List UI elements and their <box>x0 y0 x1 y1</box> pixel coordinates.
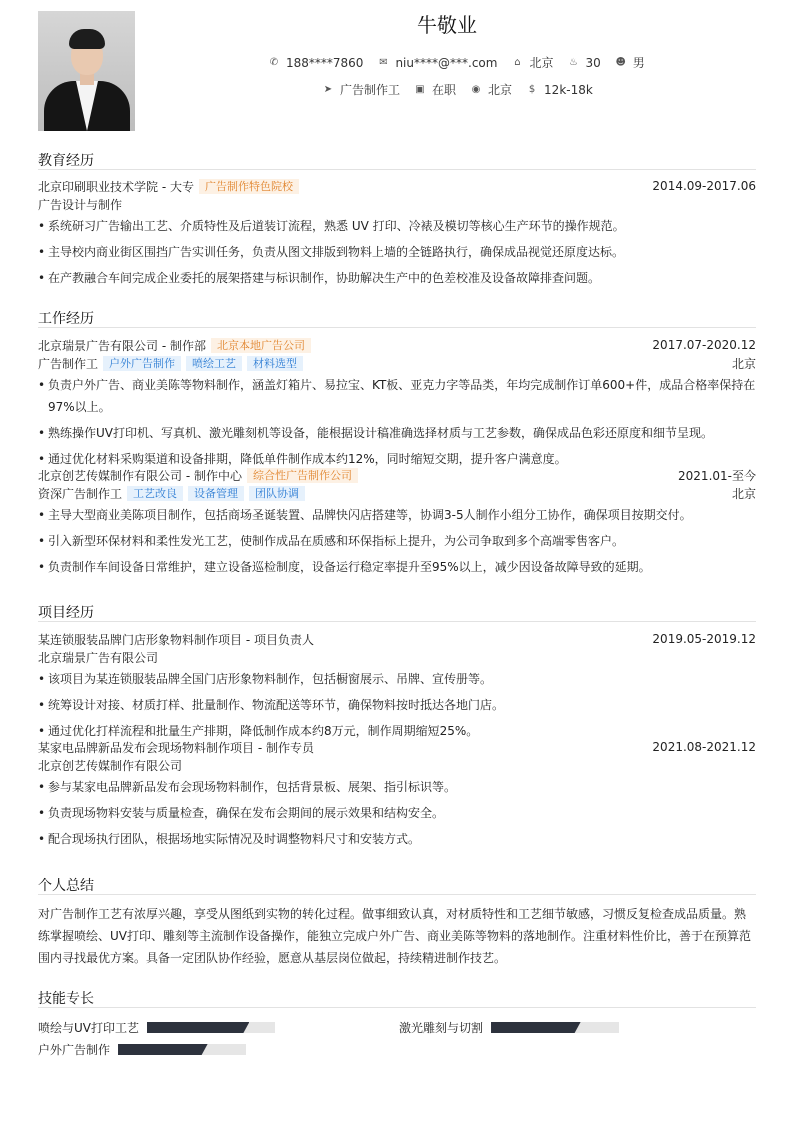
job-date: 2017.07-2020.12 <box>652 338 756 352</box>
skill-tag: 喷绘工艺 <box>186 356 242 371</box>
job-city: 北京 <box>731 356 756 371</box>
target-position: 广告制作工 <box>340 83 401 97</box>
list-item: • 通过优化打样流程和批量生产排期，降低制作成本约8万元，制作周期缩短25%。 <box>38 720 756 742</box>
list-item: • 主导校内商业街区围挡广告实训任务，负责从图文排版到物料上墙的全链路执行，确保成品视觉还原度达标。 <box>38 241 756 263</box>
skill-bar-fill <box>147 1022 249 1033</box>
list-item: • 引入新型环保材料和柔性发光工艺，使制作成品在质感和环保指标上提升，为公司争取到多个高端零售客户。 <box>38 530 756 552</box>
list-item: • 负责制作车间设备日常维护，建立设备巡检制度，设备运行稳定率提升至95%以上，减少因设备故障导致的延期。 <box>38 556 756 578</box>
gender: 男 <box>632 56 645 70</box>
projects-section <box>38 602 756 854</box>
email-address: niu****@***.com <box>395 55 498 70</box>
city: 北京 <box>529 56 554 70</box>
skill-tag: 户外广告制作 <box>103 356 181 371</box>
company-name: 北京瑞景广告有限公司 - 制作部 <box>38 338 206 353</box>
skill-item <box>38 1019 275 1036</box>
skill-name: 户外广告制作 <box>38 1043 111 1057</box>
expected-salary: 12k-18k <box>544 82 593 97</box>
phone-number: 188****7860 <box>286 55 364 70</box>
skill-tag: 材料选型 <box>247 356 303 371</box>
gender-icon: ☻ <box>615 56 626 68</box>
skill-bar <box>147 1022 275 1033</box>
section-title: 个人总结 <box>38 875 756 895</box>
skill-bar-fill <box>118 1044 208 1055</box>
project-date: 2021.08-2021.12 <box>652 740 756 754</box>
list-item: • 配合现场执行团队，根据场地实际情况及时调整物料尺寸和安装方式。 <box>38 828 756 850</box>
list-item: • 通过优化材料采购渠道和设备排期，降低单件制作成本约12%，同时缩短交期，提升客户满意度。 <box>38 448 756 470</box>
list-item: • 该项目为某连锁服装品牌全国门店形象物料制作，包括橱窗展示、吊牌、宣传册等。 <box>38 668 756 690</box>
profile-photo <box>38 11 135 131</box>
skill-item <box>38 1041 246 1058</box>
candidate-name: 牛敬业 <box>417 13 477 37</box>
job-role: 资深广告制作工 <box>38 486 123 501</box>
project-date: 2019.05-2019.12 <box>652 632 756 646</box>
home-icon: ⌂ <box>514 56 521 68</box>
phone-icon: ✆ <box>269 56 279 68</box>
section-title: 工作经历 <box>38 308 756 328</box>
send-icon: ➤ <box>323 83 333 95</box>
company-tag: 综合性广告制作公司 <box>247 468 358 483</box>
work-section <box>38 308 756 582</box>
skill-bar-fill <box>491 1022 581 1033</box>
project-name: 某家电品牌新品发布会现场物料制作项目 - 制作专员 <box>38 740 314 755</box>
skill-tag: 工艺改良 <box>127 486 183 501</box>
list-item: • 统筹设计对接、材质打样、批量制作、物流配送等环节，确保物料按时抵达各地门店。 <box>38 694 756 716</box>
skill-item <box>399 1019 619 1036</box>
school-tag: 广告制作特色院校 <box>199 179 299 194</box>
email-icon: ✉ <box>379 56 388 68</box>
job-city: 北京 <box>731 486 756 501</box>
list-item: • 负责户外广告、商业美陈等物料制作，涵盖灯箱片、易拉宝、KT板、亚克力字等品类，年均完成制作订单600+件，成品合格率保持在97%以上。 <box>38 374 756 418</box>
company-tag: 北京本地广告公司 <box>211 338 311 353</box>
age: 30 <box>585 55 601 70</box>
project-org: 北京瑞景广告有限公司 <box>38 650 159 665</box>
project-name: 某连锁服装品牌门店形象物料制作项目 - 项目负责人 <box>38 632 314 647</box>
summary-section <box>38 875 756 969</box>
skill-name: 激光雕刻与切割 <box>399 1021 484 1035</box>
job-intent-row <box>322 81 593 98</box>
list-item: • 熟练操作UV打印机、写真机、激光雕刻机等设备，能根据设计稿准确选择材质与工艺参数，确保成品色彩还原度和细节呈现。 <box>38 422 756 444</box>
skill-bar <box>491 1022 619 1033</box>
summary-text: 对广告制作工艺有浓厚兴趣，享受从图纸到实物的转化过程。做事细致认真，对材质特性和工艺细节敏感，习惯反复检查成品质量。熟练掌握喷绘、UV打印、雕刻等主流制作设备操作，能独立完成户外广告、商业美陈等物料的落地制作。注重材料性价比，善于在预算范围内寻找最优方案。具备一定团队协作经验，愿意从基层岗位做起，持续精进制作技艺。 <box>38 907 751 965</box>
section-title: 教育经历 <box>38 150 756 170</box>
location-pin-icon: ◉ <box>471 83 481 95</box>
section-title: 项目经历 <box>38 602 756 622</box>
job-date: 2021.01-至今 <box>678 468 756 483</box>
skill-tag: 设备管理 <box>188 486 244 501</box>
target-location: 北京 <box>488 83 513 97</box>
section-title: 技能专长 <box>38 988 756 1008</box>
cake-icon: ♨ <box>568 56 578 68</box>
major: 广告设计与制作 <box>38 197 123 212</box>
education-section <box>38 150 756 293</box>
list-item: • 系统研习广告输出工艺、介质特性及后道装订流程，熟悉 UV 打印、冷裱及模切等核心生产环节的操作规范。 <box>38 215 756 237</box>
education-date: 2014.09-2017.06 <box>652 179 756 193</box>
contact-row <box>268 54 645 71</box>
company-name: 北京创艺传媒制作有限公司 - 制作中心 <box>38 468 242 483</box>
salary-icon: $ <box>528 83 536 95</box>
list-item: • 参与某家电品牌新品发布会现场物料制作，包括背景板、展架、指引标识等。 <box>38 776 756 798</box>
list-item: • 主导大型商业美陈项目制作，包括商场圣诞装置、品牌快闪店搭建等，协调3-5人制作小组分工协作，确保项目按期交付。 <box>38 504 756 526</box>
skills-section <box>38 988 756 1008</box>
list-item: • 负责现场物料安装与质量检查，确保在发布会期间的展示效果和结构安全。 <box>38 802 756 824</box>
briefcase-icon: ▣ <box>415 83 425 95</box>
skill-name: 喷绘与UV打印工艺 <box>38 1021 139 1035</box>
list-item: • 在产教融合车间完成企业委托的展架搭建与标识制作，协助解决生产中的色差校准及设备故障排查问题。 <box>38 267 756 289</box>
project-org: 北京创艺传媒制作有限公司 <box>38 758 183 773</box>
job-role: 广告制作工 <box>38 356 99 371</box>
skill-tag: 团队协调 <box>249 486 305 501</box>
skill-bar <box>118 1044 246 1055</box>
school-name: 北京印刷职业技术学院 - 大专 <box>38 179 194 194</box>
employment-status: 在职 <box>432 83 457 97</box>
